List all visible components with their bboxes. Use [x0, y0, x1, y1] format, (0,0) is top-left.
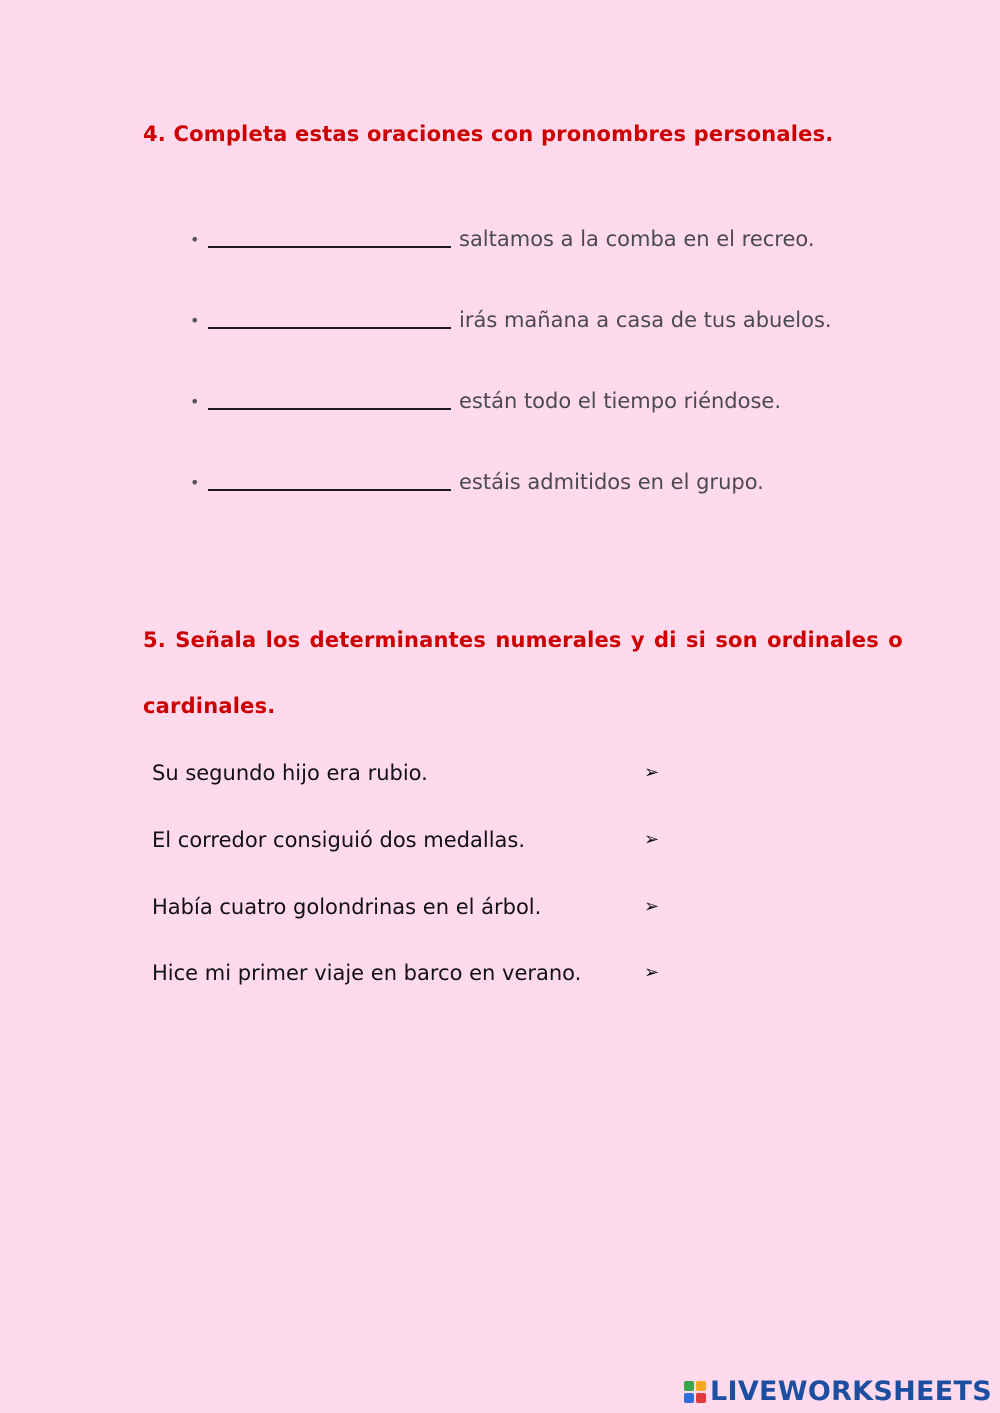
sentence-text: irás mañana a casa de tus abuelos.: [459, 308, 832, 332]
answer-blank-4[interactable]: [208, 489, 451, 491]
answer-blank-1[interactable]: [208, 246, 451, 248]
sentence-text: estáis admitidos en el grupo.: [459, 470, 764, 494]
logo-text: LIVEWORKSHEETS: [709, 1376, 992, 1407]
numeral-sentence-row: [152, 825, 672, 855]
numeral-sentence-row: [152, 892, 672, 922]
heading-word: los: [265, 628, 301, 652]
exercise-5-heading: [143, 628, 903, 652]
bullet: •: [190, 230, 200, 249]
heading-word: numerales: [495, 628, 622, 652]
numeral-sentence-row: [152, 758, 672, 788]
arrow-bullet-icon[interactable]: ➢: [644, 762, 660, 783]
logo-square: [684, 1381, 694, 1391]
fill-blank-row: [190, 222, 815, 252]
heading-word: si: [685, 628, 707, 652]
heading-word: di: [654, 628, 677, 652]
answer-blank-2[interactable]: [208, 327, 451, 329]
heading-word: y: [630, 628, 645, 652]
heading-word: 5.: [143, 628, 166, 652]
liveworksheets-logo: [684, 1376, 992, 1408]
sentence-text: están todo el tiempo riéndose.: [459, 389, 782, 413]
exercise-4-heading: 4. Completa estas oraciones con pronombres personales.: [143, 122, 834, 146]
fill-blank-row: [190, 303, 832, 333]
heading-word: Señala: [175, 628, 257, 652]
numeral-sentence: Hice mi primer viaje en barco en verano.: [152, 961, 582, 985]
logo-square: [684, 1393, 694, 1403]
heading-word: ordinales: [767, 628, 879, 652]
bullet: •: [190, 392, 200, 411]
bullet: •: [190, 311, 200, 330]
logo-square: [696, 1381, 706, 1391]
arrow-bullet-icon[interactable]: ➢: [644, 962, 660, 983]
answer-blank-3[interactable]: [208, 408, 451, 410]
fill-blank-row: [190, 384, 781, 414]
numeral-sentence-row: [152, 958, 672, 988]
exercise-5-heading-continued: cardinales.: [143, 694, 276, 718]
arrow-bullet-icon[interactable]: ➢: [644, 896, 660, 917]
numeral-sentence: Había cuatro golondrinas en el árbol.: [152, 895, 542, 919]
heading-word: o: [888, 628, 903, 652]
numeral-sentence: Su segundo hijo era rubio.: [152, 761, 428, 785]
logo-squares-icon: [684, 1381, 706, 1403]
sentence-text: saltamos a la comba en el recreo.: [459, 227, 815, 251]
fill-blank-row: [190, 465, 764, 495]
bullet: •: [190, 473, 200, 492]
heading-word: son: [715, 628, 758, 652]
arrow-bullet-icon[interactable]: ➢: [644, 829, 660, 850]
heading-word: determinantes: [309, 628, 487, 652]
logo-square: [696, 1393, 706, 1403]
numeral-sentence: El corredor consiguió dos medallas.: [152, 828, 526, 852]
